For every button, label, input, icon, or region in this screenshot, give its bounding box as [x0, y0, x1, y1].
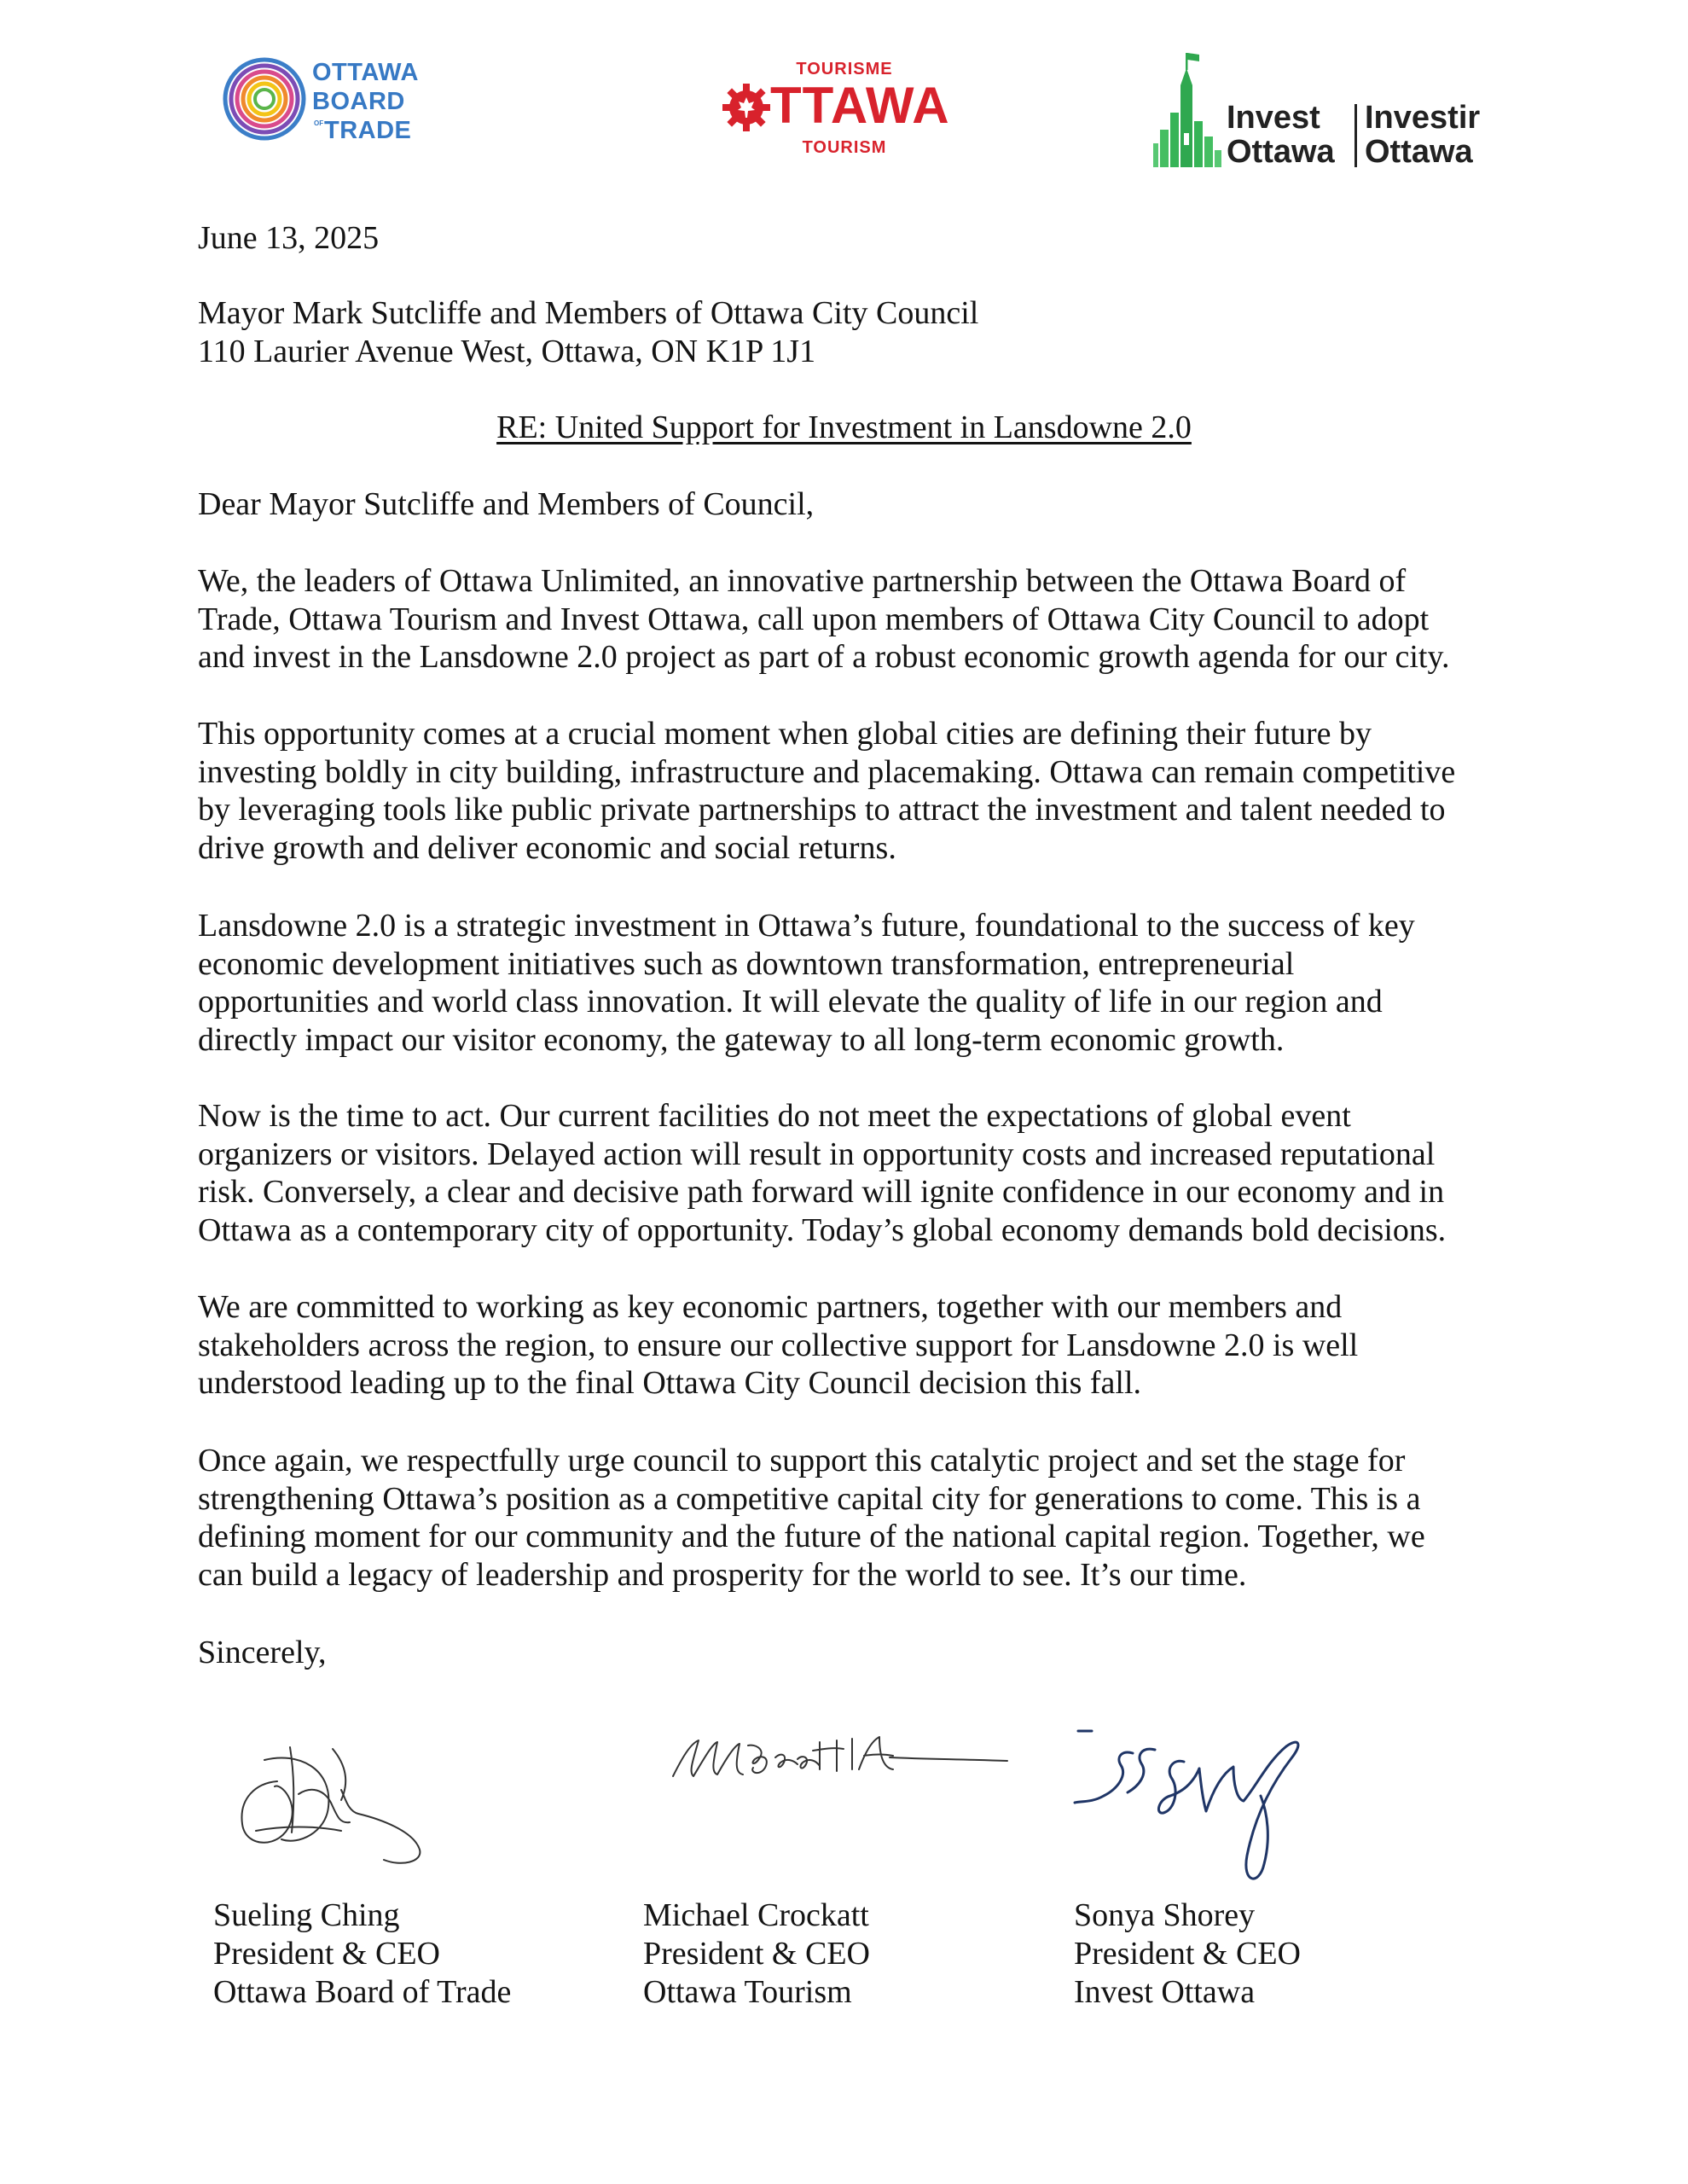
maple-gear-icon: [722, 84, 770, 131]
subject-text: RE: United Support for Investment in Lansdowne 2.0: [496, 410, 1192, 445]
recipient-line: Mayor Mark Sutcliffe and Members of Ottawa City Council: [198, 295, 979, 331]
logo-header: [0, 51, 1688, 171]
logo-word-ottawa: OTTAWA: [312, 59, 419, 86]
signer-block: [643, 1896, 870, 2012]
logo-word-invest: Invest: [1227, 100, 1320, 136]
signer-organization: Ottawa Board of Trade: [213, 1974, 512, 2010]
signer-block: [213, 1896, 511, 2012]
body-paragraph: We are committed to working as key economic partners, together with our members and stakeholders across the region, to ensure our collective support for Lansdowne 2.0 is well understood leading up to the final Ottawa City Council decision this fall.: [198, 1289, 1359, 1401]
peace-tower-icon: [1153, 51, 1225, 167]
logo-divider: [1354, 104, 1357, 167]
logo-word-trade: TRADE: [324, 117, 412, 144]
signer-title: President & CEO: [1074, 1936, 1301, 1972]
ottawa-board-of-trade-logo: [222, 56, 444, 159]
invest-ottawa-english: [1227, 101, 1335, 169]
signer-organization: Invest Ottawa: [1074, 1974, 1256, 2010]
salutation: Dear Mayor Sutcliffe and Members of Council,: [198, 486, 815, 522]
recipient-address: [198, 294, 978, 370]
rings-icon: [222, 56, 307, 142]
logo-wordmark: [721, 77, 968, 134]
signer-title: President & CEO: [213, 1936, 440, 1972]
closing: Sincerely,: [198, 1635, 327, 1670]
body-paragraph: This opportunity comes at a crucial moment when global cities are defining their future by investing boldly in city building, infrastructure and placemaking. Ottawa can remain competitive by leveraging tools like public private partnerships to attract the investment and talent needed to drive growth and deliver economic and social returns.: [198, 716, 1456, 866]
body-paragraph: Lansdowne 2.0 is a strategic investment in Ottawa’s future, foundational to the success of key economic development initiatives such as downtown transformation, entrepreneurial opportunities and world class innovation. It will elevate the quality of life in our region and directly impact our visitor economy, the gateway to all long-term economic growth.: [198, 908, 1415, 1058]
signature-sueling-ching: [230, 1730, 435, 1875]
invest-ottawa-logo: [1153, 51, 1494, 171]
logo-word-ottawa: TTAWA: [770, 77, 950, 134]
signature-michael-crockatt: [670, 1725, 1011, 1802]
logo-word-investir: Investir: [1365, 100, 1481, 136]
ottawa-tourism-logo: [721, 56, 968, 159]
logo-word-ottawa: Ottawa: [1227, 134, 1335, 170]
recipient-line: 110 Laurier Avenue West, Ottawa, ON K1P 1J1: [198, 333, 816, 369]
body-paragraph: We, the leaders of Ottawa Unlimited, an innovative partnership between the Ottawa Board of Trade, Ottawa Tourism and Invest Ottawa, call upon members of Ottawa City Council to adopt and invest in the Lansdowne 2.0 project as part of a robust economic growth agenda for our city.: [198, 563, 1450, 675]
signer-block: [1074, 1896, 1301, 2012]
signature-sonya-shorey: [1066, 1728, 1390, 1898]
logo-word-of: OF: [314, 119, 324, 127]
body-paragraph: Now is the time to act. Our current facilities do not meet the expectations of global event organizers or visitors. Delayed action will result in opportunity costs and increased reputational risk. Conversely, a clear and decisive path forward will ignite confidence in our economy and in Ottawa as a contemporary city of opportunity. Today’s global economy demands bold decisions.: [198, 1098, 1447, 1248]
signer-title: President & CEO: [643, 1936, 870, 1972]
body-paragraph: Once again, we respectfully urge council to support this catalytic project and set the stage for strengthening Ottawa’s position as a competitive capital city for generations to come. This is a defining moment for our community and the future of the national capital region. Together, we can build a legacy of leadership and prosperity for the world to see. It’s our time.: [198, 1443, 1425, 1593]
signer-organization: Ottawa Tourism: [643, 1974, 852, 2010]
letter-date: June 13, 2025: [198, 220, 380, 256]
subject-line: [0, 409, 1688, 447]
signer-name: Michael Crockatt: [643, 1897, 869, 1933]
logo-word-ottawa: Ottawa: [1365, 134, 1473, 170]
signer-name: Sonya Shorey: [1074, 1897, 1256, 1933]
signer-name: Sueling Ching: [213, 1897, 400, 1933]
logo-word-tourisme: TOURISME: [796, 60, 893, 78]
logo-word-tourism: TOURISM: [802, 138, 887, 157]
logo-word-board: BOARD: [312, 88, 405, 115]
investir-ottawa-french: [1365, 101, 1480, 169]
